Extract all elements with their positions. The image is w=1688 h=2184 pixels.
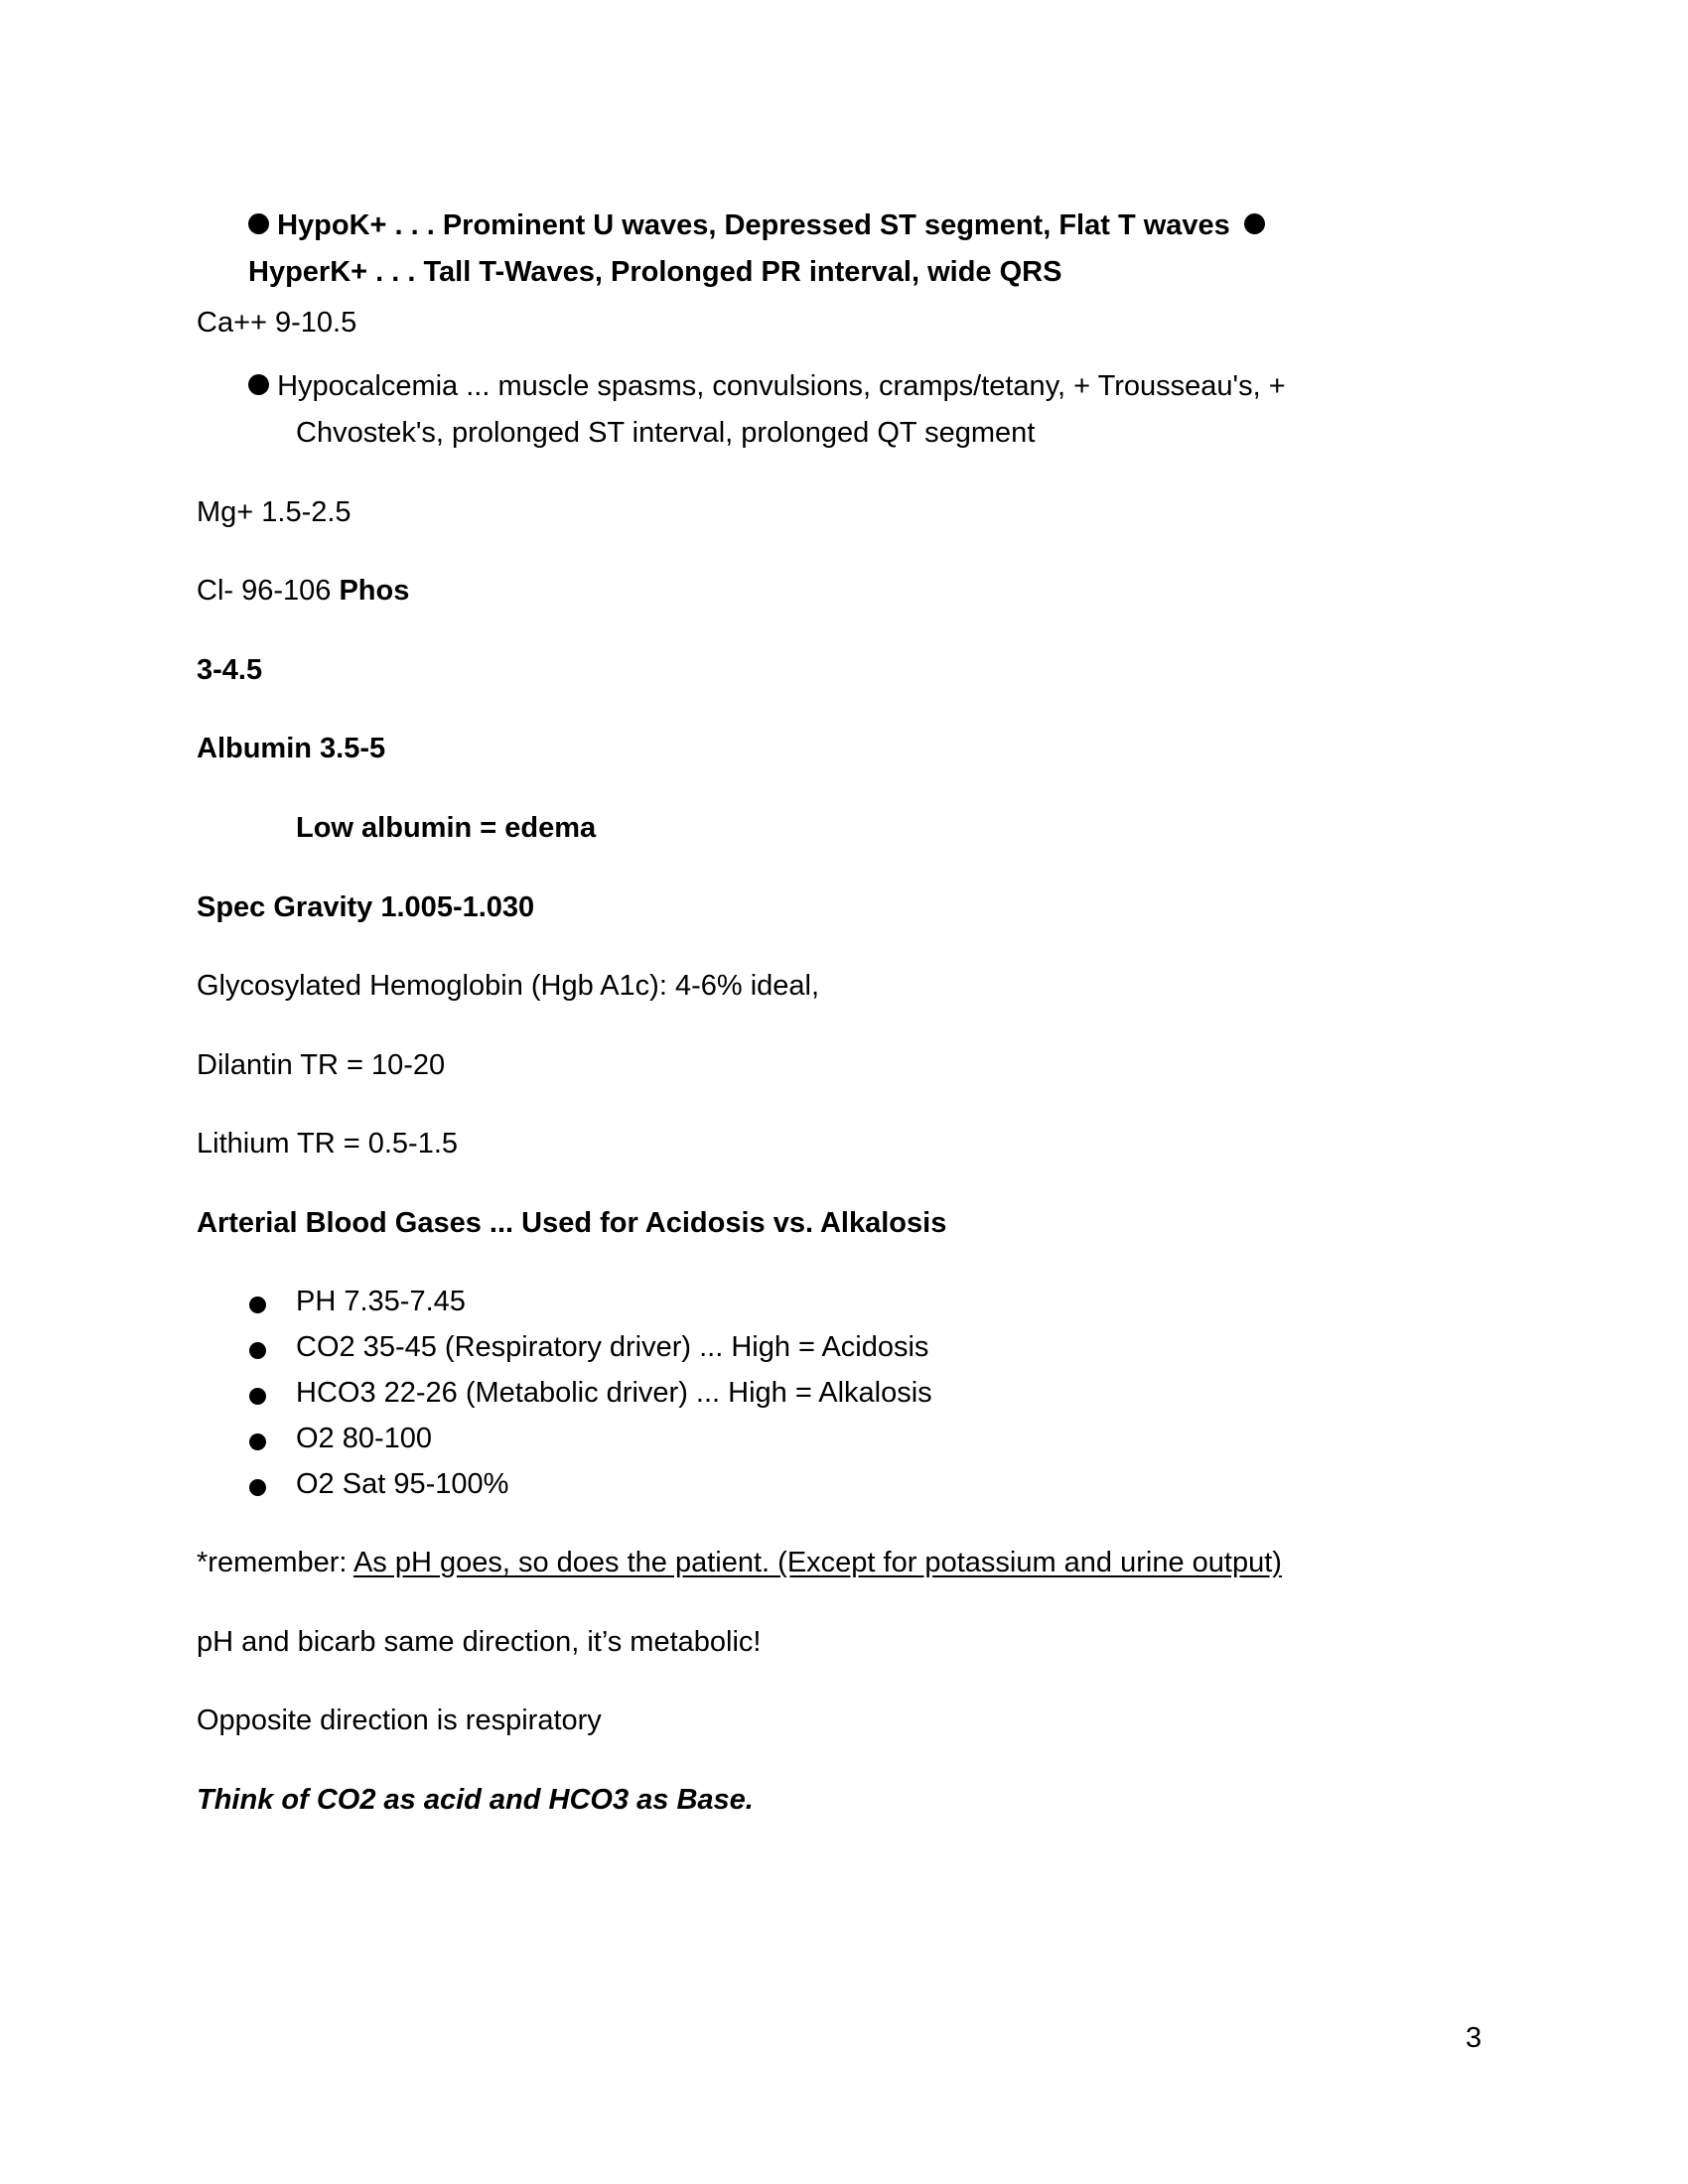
abg-item: CO2 35-45 (Respiratory driver) ... High = Acidosis bbox=[296, 1331, 929, 1363]
bullet-icon bbox=[248, 213, 269, 234]
hyperk-text: HyperK+ . . . Tall T-Waves, Prolonged PR interval, wide QRS bbox=[248, 256, 1062, 288]
bullet-icon bbox=[249, 1479, 266, 1496]
page-number: 3 bbox=[1466, 2022, 1482, 2054]
hypocalcemia-continued: Chvostek's, prolonged ST interval, prolonged QT segment bbox=[296, 417, 1036, 449]
lithium-line: Lithium TR = 0.5-1.5 bbox=[197, 1128, 459, 1160]
bullet-icon bbox=[1244, 213, 1265, 234]
abg-item: HCO3 22-26 (Metabolic driver) ... High = Alkalosis bbox=[296, 1377, 932, 1409]
hgb-a1c-line: Glycosylated Hemoglobin (Hgb A1c): 4-6% ideal, bbox=[197, 970, 820, 1002]
magnesium-line: Mg+ 1.5-2.5 bbox=[197, 496, 352, 528]
chloride-line bbox=[197, 577, 409, 606]
albumin-note: Low albumin = edema bbox=[296, 812, 597, 844]
bullet-icon bbox=[249, 1388, 266, 1405]
bullet-icon bbox=[249, 1433, 266, 1450]
respiratory-note: Opposite direction is respiratory bbox=[197, 1705, 602, 1736]
hypocalcemia-text: Hypocalcemia ... muscle spasms, convulsions, cramps/tetany, + Trousseau's, + bbox=[277, 370, 1286, 402]
phos-label: Phos bbox=[339, 575, 410, 607]
hypok-line bbox=[248, 211, 1265, 240]
abg-heading: Arterial Blood Gases ... Used for Acidosis vs. Alkalosis bbox=[197, 1207, 947, 1239]
spec-gravity-line: Spec Gravity 1.005-1.030 bbox=[197, 891, 535, 923]
abg-item: O2 Sat 95-100% bbox=[296, 1468, 509, 1500]
dilantin-line: Dilantin TR = 10-20 bbox=[197, 1049, 446, 1081]
hypok-text: HypoK+ . . . Prominent U waves, Depressed ST segment, Flat T waves bbox=[277, 209, 1230, 241]
calcium-heading: Ca++ 9-10.5 bbox=[197, 307, 357, 339]
metabolic-note: pH and bicarb same direction, it’s metabolic! bbox=[197, 1626, 762, 1658]
abg-item: PH 7.35-7.45 bbox=[296, 1286, 466, 1317]
think-note: Think of CO2 as acid and HCO3 as Base. bbox=[197, 1784, 754, 1816]
chloride-text: Cl- 96-106 bbox=[197, 575, 332, 607]
bullet-icon bbox=[249, 1297, 266, 1313]
remember-line bbox=[197, 1549, 1282, 1577]
bullet-icon bbox=[248, 374, 269, 395]
abg-item: O2 80-100 bbox=[296, 1423, 433, 1454]
hypocalcemia-line bbox=[248, 372, 1286, 401]
albumin-heading: Albumin 3.5-5 bbox=[197, 733, 386, 764]
bullet-icon bbox=[249, 1342, 266, 1359]
remember-prefix: *remember: bbox=[197, 1547, 353, 1578]
phos-range: 3-4.5 bbox=[197, 654, 263, 686]
remember-underlined-text: As pH goes, so does the patient. (Except for potassium and urine output) bbox=[352, 1547, 1282, 1578]
